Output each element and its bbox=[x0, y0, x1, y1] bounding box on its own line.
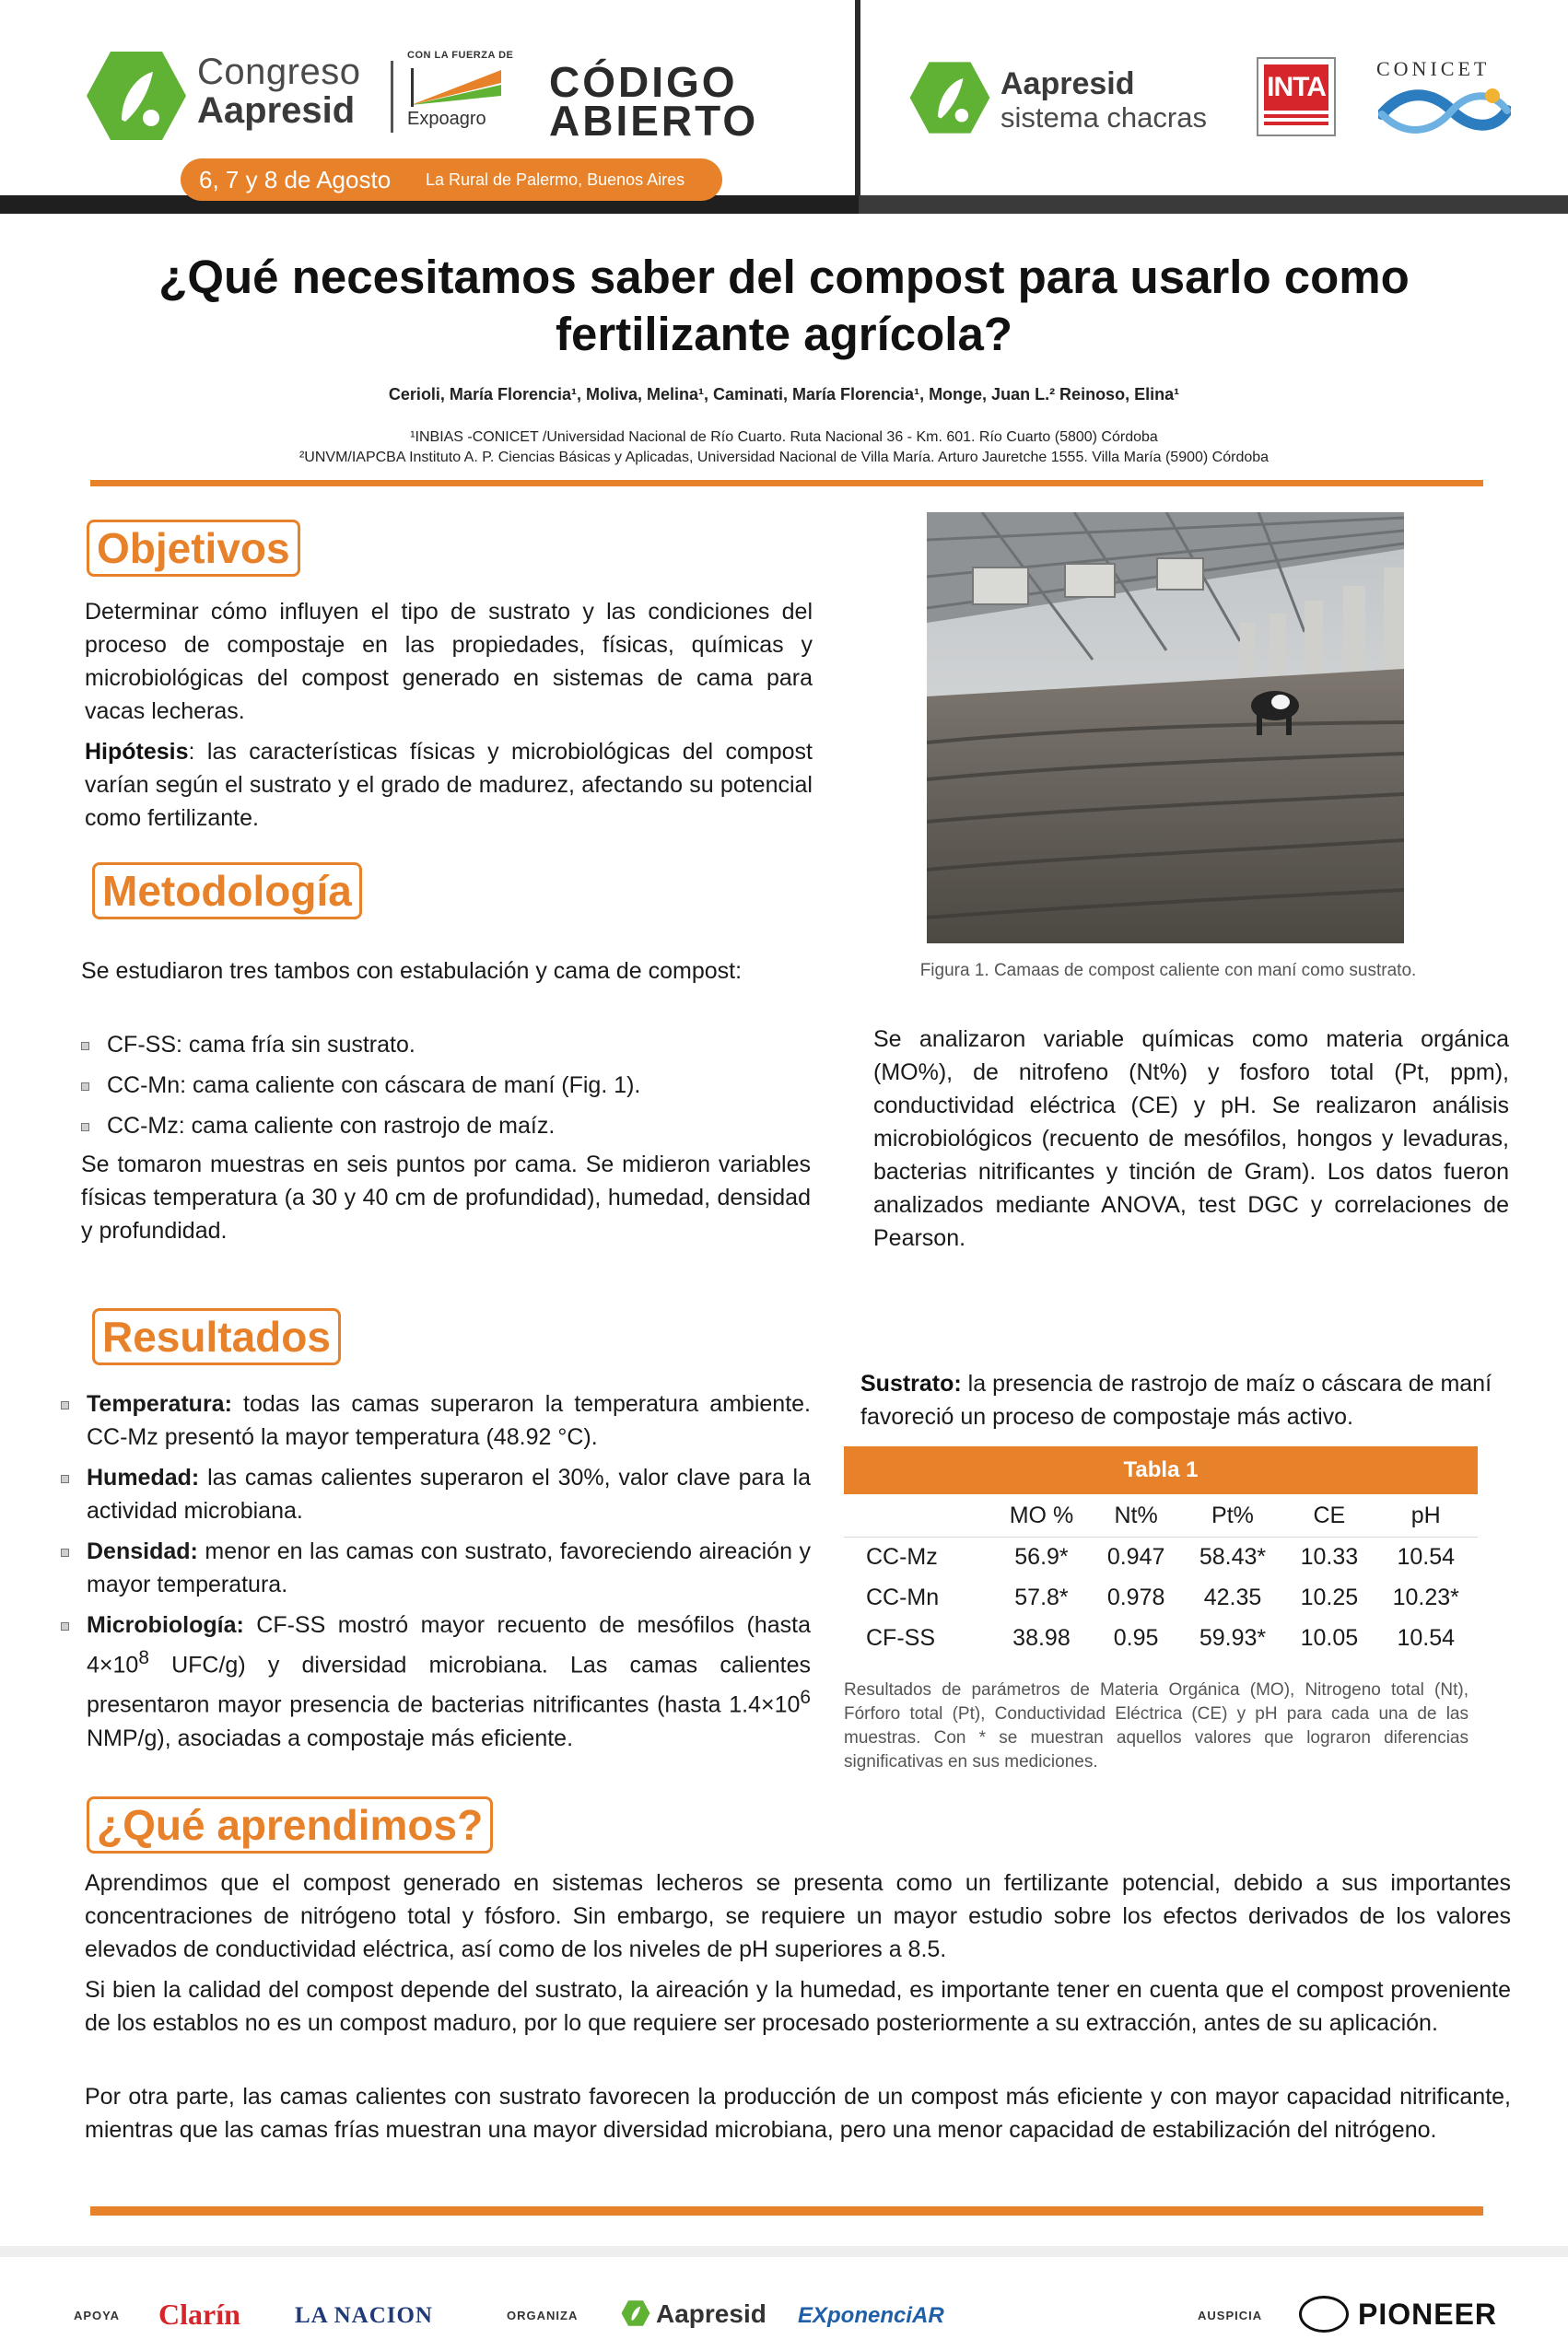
metodologia-list bbox=[81, 1028, 811, 1150]
table-cell: 0.978 bbox=[1106, 1584, 1165, 1610]
result-label: Microbiología: bbox=[87, 1612, 244, 1638]
table-cell: 56.9* bbox=[1014, 1543, 1069, 1570]
resultados-heading: Resultados bbox=[92, 1308, 341, 1365]
la-nacion-logo: LA NACION bbox=[295, 2303, 433, 2328]
list-item: CC-Mn: cama caliente con cáscara de maní (Fig. 1). bbox=[81, 1069, 811, 1102]
header-divider bbox=[855, 0, 860, 195]
hipotesis-body: : las características físicas y microbiológicas del compost varían según el sustrato y el grado de madurez, afectando su potencial como fertilizante. bbox=[85, 739, 813, 831]
table-title: Tabla 1 bbox=[844, 1446, 1478, 1494]
list-item bbox=[61, 1535, 811, 1601]
list-item: CC-Mz: cama caliente con rastrojo de maíz. bbox=[81, 1109, 811, 1142]
result-text: todas las camas superaron la temperatura ambiente. CC-Mz presentó la mayor temperatura (48.92 °C). bbox=[87, 1391, 811, 1450]
sustrato-label: Sustrato: bbox=[860, 1371, 962, 1397]
table-row bbox=[844, 1537, 1478, 1577]
table-cell: 10.54 bbox=[1397, 1624, 1456, 1651]
congreso-subtitle: Aapresid bbox=[197, 90, 356, 131]
clarin-logo: Clarín bbox=[158, 2298, 240, 2331]
sustrato-text bbox=[860, 1367, 1511, 1433]
metodologia-sampling: Se tomaron muestras en seis puntos por cama. Se midieron variables físicas temperatura (a 30 y 40 cm de profundidad), humedad, densidad y profundidad. bbox=[81, 1152, 811, 1244]
poster-title bbox=[55, 249, 1513, 363]
table-column-header: Nt% bbox=[1091, 1496, 1180, 1537]
aapresid-leaf-icon bbox=[621, 2299, 650, 2327]
affiliation-2: ²UNVM/IAPCBA Instituto A. P. Ciencias Básicas y Aplicadas, Universidad Nacional de Villa María. Arturo Jauretche 1555. Villa María (5900) Córdoba bbox=[298, 450, 1270, 465]
result-label: Temperatura: bbox=[87, 1391, 232, 1417]
event-venue: La Rural de Palermo, Buenos Aires bbox=[426, 170, 685, 189]
list-item bbox=[61, 1461, 811, 1527]
expoagro-flag-icon bbox=[411, 68, 501, 107]
codigo-abierto-line1: CÓDIGO bbox=[549, 58, 738, 106]
table-cell: 10.33 bbox=[1300, 1543, 1359, 1570]
table-cell: 10.05 bbox=[1300, 1624, 1359, 1651]
metodologia-analysis: Se analizaron variable químicas como materia orgánica (MO%), de nitrofeno (Nt%) y fosforo total (Pt, ppm), conductividad eléctrica (CE) y pH. Se realizaron análisis microbiológicos (recuento de mesófilos, hongos y levaduras, bacterias nitrificantes y tinción de Gram). Los datos fueron analizados mediante ANOVA, test DGC y correlaciones de Pearson. bbox=[873, 1026, 1509, 1251]
hipotesis-text bbox=[85, 735, 813, 835]
aapresid-chacras-leaf-icon bbox=[908, 59, 991, 136]
list-item: CF-SS: cama fría sin sustrato. bbox=[81, 1028, 811, 1061]
inta-stripe bbox=[1264, 114, 1328, 118]
table-cell: 0.95 bbox=[1113, 1624, 1159, 1651]
poster-title-line2: fertilizante agrícola? bbox=[556, 308, 1012, 360]
codigo-abierto-line2: ABIERTO bbox=[549, 97, 759, 145]
affiliation-1: ¹INBIAS -CONICET /Universidad Nacional de Río Cuarto. Ruta Nacional 36 - Km. 601. Río Cuarto (5800) Córdoba bbox=[410, 429, 1158, 445]
organiza-label: ORGANIZA bbox=[507, 2309, 579, 2322]
result-text: CF-SS mostró mayor recuento de mesófilos (hasta 4×10 bbox=[87, 1612, 811, 1678]
list-item bbox=[61, 1387, 811, 1454]
con-la-fuerza-label: CON LA FUERZA DE bbox=[407, 50, 514, 61]
poster-title-line1: ¿Qué necesitamos saber del compost para usarlo como bbox=[158, 251, 1410, 303]
auspicia-label: AUSPICIA bbox=[1198, 2309, 1263, 2322]
inta-logo bbox=[1257, 57, 1336, 136]
pioneer-logo: PIONEER bbox=[1358, 2298, 1498, 2331]
table-cell: 42.35 bbox=[1203, 1584, 1262, 1610]
table-cell: 0.947 bbox=[1106, 1543, 1165, 1570]
aprendimos-paragraph-1: Aprendimos que el compost generado en sistemas lecheros se presenta como un fertilizante potencial, debido a sus importantes concentraciones de nitrógeno total y fósforo. Sin embargo, se requiere un mayor estudio sobre los efectos derivados de los valores elevados de conductividad eléctrica, así como de los niveles de pH superiores a 8.5. bbox=[85, 1870, 1511, 1962]
affiliations bbox=[55, 427, 1513, 468]
result-superscript: 8 bbox=[138, 1647, 149, 1668]
expoagro-logo: Expoagro bbox=[407, 109, 486, 129]
conicet-logo-text: CONICET bbox=[1376, 57, 1491, 80]
poster-header bbox=[0, 0, 1568, 214]
conicet-wave-icon bbox=[1378, 83, 1511, 138]
result-text: UFC/g) y diversidad microbiana. Las camas calientes presentaron mayor presencia de bacterias nitrificantes (hasta 1.4×10 bbox=[87, 1652, 811, 1718]
objetivos-text: Determinar cómo influyen el tipo de sustrato y las condiciones del proceso de compostaje en las propiedades, físicas, químicas y microbiológicas del compost generado en sistemas de cama para vacas lecheras. bbox=[85, 599, 813, 724]
result-label: Densidad: bbox=[87, 1538, 198, 1564]
pioneer-emblem-icon bbox=[1299, 2296, 1349, 2333]
table-column-header: pH bbox=[1375, 1496, 1479, 1537]
exponencial-logo: EXponenciAR bbox=[798, 2303, 944, 2328]
table-cell: 57.8* bbox=[1014, 1584, 1069, 1610]
table-cell: CF-SS bbox=[866, 1624, 935, 1651]
result-text: NMP/g), asociadas a compostaje más eficiente. bbox=[87, 1725, 574, 1751]
table-caption: Resultados de parámetros de Materia Orgánica (MO), Nitrogeno total (Nt), Fórforo total (Pt), Conductividad Eléctrica (CE) y pH para cada una de las muestras. Con * se muestran aquellos valores que lograron diferencias significativas en sus mediciones. bbox=[844, 1680, 1469, 1772]
sustrato-body: la presencia de rastrojo de maíz o cáscara de maní favoreció un proceso de compostaje más activo. bbox=[860, 1371, 1492, 1430]
sponsor-footer bbox=[0, 2246, 1568, 2351]
compost-barn-photo bbox=[927, 512, 1404, 943]
title-divider bbox=[90, 480, 1483, 486]
aprendimos-paragraph-3: Por otra parte, las camas calientes con sustrato favorecen la producción de un compost más eficiente y con mayor capacidad nitrificante, mientras que las camas frías muestran una mayor diversidad microbiana, pero una menor capacidad de estabilización del nitrógeno. bbox=[85, 2084, 1511, 2143]
event-date: 6, 7 y 8 de Agosto bbox=[199, 166, 392, 193]
table-column-header: CE bbox=[1284, 1496, 1374, 1537]
table-column-header bbox=[844, 1496, 991, 1537]
aapresid-chacras-title: Aapresid bbox=[1000, 66, 1135, 101]
table-cell: 10.54 bbox=[1397, 1543, 1456, 1570]
aapresid-footer-logo: Aapresid bbox=[656, 2299, 766, 2328]
date-banner bbox=[181, 158, 722, 201]
inta-logo-text: INTA bbox=[1264, 64, 1328, 111]
result-text: menor en las camas con sustrato, favoreciendo aireación y mayor temperatura. bbox=[87, 1538, 811, 1597]
results-table bbox=[844, 1496, 1478, 1658]
table-cell: 10.25 bbox=[1300, 1584, 1359, 1610]
figure-caption: Figura 1. Camaas de compost caliente con maní como sustrato. bbox=[919, 961, 1417, 980]
table-row bbox=[844, 1618, 1478, 1658]
inta-stripe bbox=[1264, 122, 1328, 125]
table-row bbox=[844, 1577, 1478, 1618]
table-cell: 58.43* bbox=[1199, 1543, 1267, 1570]
congreso-title: Congreso bbox=[197, 52, 361, 92]
table-cell: CC-Mn bbox=[866, 1584, 940, 1610]
aapresid-leaf-logo-icon bbox=[85, 48, 188, 144]
result-text: las camas calientes superaron el 30%, valor clave para la actividad microbiana. bbox=[87, 1465, 811, 1524]
table-cell: 10.23* bbox=[1392, 1584, 1459, 1610]
footer-divider bbox=[90, 2206, 1483, 2216]
result-label: Humedad: bbox=[87, 1465, 200, 1491]
list-item bbox=[61, 1608, 811, 1755]
table-header-row bbox=[844, 1496, 1478, 1537]
table-cell: CC-Mz bbox=[866, 1543, 938, 1570]
header-separator bbox=[391, 61, 393, 133]
metodologia-heading: Metodología bbox=[92, 862, 362, 919]
table-column-header: MO % bbox=[991, 1496, 1091, 1537]
table-cell: 38.98 bbox=[1012, 1624, 1071, 1651]
table-cell: 59.93* bbox=[1199, 1624, 1267, 1651]
aapresid-chacras-subtitle: sistema chacras bbox=[1000, 101, 1207, 134]
objetivos-heading: Objetivos bbox=[87, 520, 300, 577]
authors: Cerioli, María Florencia¹, Moliva, Melina¹, Caminati, María Florencia¹, Monge, Juan L.² Reinoso, Elina¹ bbox=[388, 385, 1180, 404]
result-superscript: 6 bbox=[800, 1687, 811, 1709]
aprendimos-paragraph-2: Si bien la calidad del compost depende del sustrato, la aireación y la humedad, es importante tener en cuenta que el compost proveniente de los establos no es un compost maduro, por lo que requiere ser procesado posteriormente a su extracción, antes de su aplicación. bbox=[85, 1977, 1511, 2036]
metodologia-intro: Se estudiaron tres tambos con estabulación y cama de compost: bbox=[81, 958, 743, 984]
apoya-label: APOYA bbox=[74, 2309, 121, 2322]
hipotesis-label: Hipótesis bbox=[85, 739, 189, 765]
table-column-header: Pt% bbox=[1181, 1496, 1284, 1537]
aprendimos-heading: ¿Qué aprendimos? bbox=[87, 1796, 493, 1854]
resultados-list bbox=[61, 1387, 811, 1762]
